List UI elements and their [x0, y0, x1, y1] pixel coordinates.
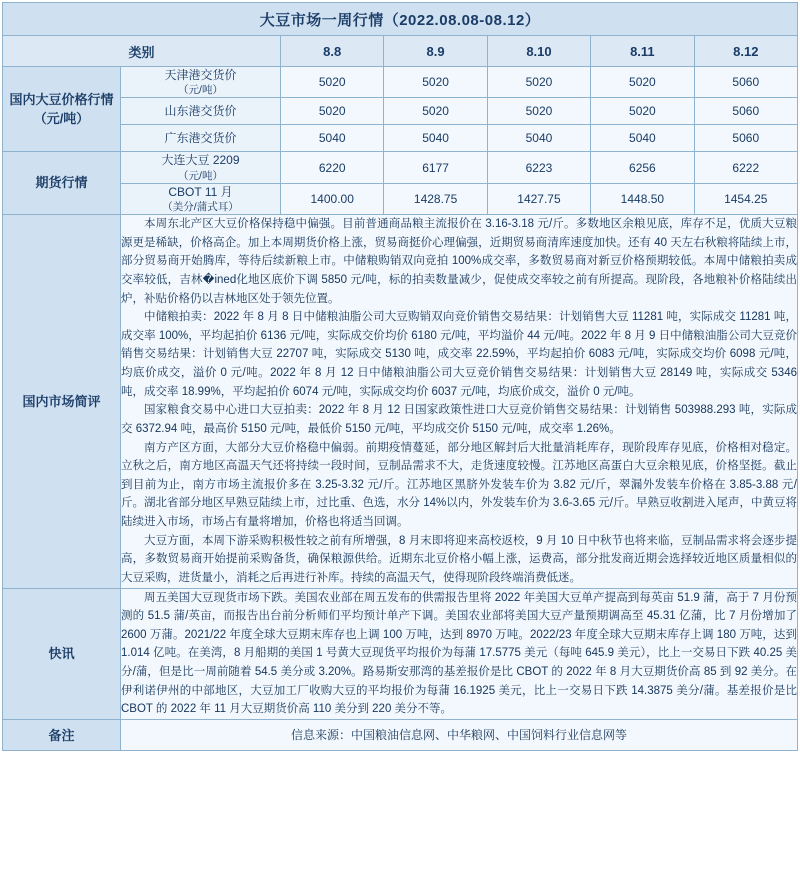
row-label-guangdong: 广东港交货价	[121, 125, 281, 152]
footer-label: 备注	[3, 719, 121, 750]
row-name-tianjin: 天津港交货价	[164, 68, 237, 82]
category-header: 类别	[3, 36, 281, 67]
commentary-paragraph-4: 南方产区方面，大部分大豆价格稳中偏弱。前期疫情蔓延，部分地区解封后大批量消耗库存，现阶段库存见底，价格相对稳定。立秋之后，南方地区高温天气还将持续一段时间，豆制品需求不大，走货速度较慢。江苏地区高蛋白大豆余粮见底，价格坚挺。截止到目前为止，南方市场主流报价多在 3.25-3.32 元/斤。江苏地区黑脐外发装车价为 3.82 元/斤，翠漏外发装车价格在 3.85-3.88 元/斤。湖北省部分地区早熟豆陆续上市，过比重、色选，水分 14%以内，外发装车价为 3.6-3.65 元/斤。早熟豆收割进入尾声，中黄豆将陆续进入市场，市场占有量将增加，价格也将适当回调。	[121, 441, 797, 529]
table-row	[3, 152, 798, 183]
news-row	[3, 588, 798, 719]
date-header-5: 8.12	[694, 36, 797, 67]
table-row	[3, 183, 798, 214]
row-label-shandong: 山东港交货价	[121, 98, 281, 125]
news-label: 快讯	[3, 588, 121, 719]
cell-guangdong-0: 5040	[281, 125, 384, 152]
commentary-row	[3, 215, 798, 589]
commentary-label: 国内市场简评	[3, 215, 121, 589]
table-row	[3, 98, 798, 125]
cell-cbot-1: 1428.75	[384, 183, 487, 214]
date-header-3: 8.10	[487, 36, 590, 67]
cell-shandong-2: 5020	[487, 98, 590, 125]
cell-tianjin-2: 5020	[487, 67, 590, 98]
title-row	[3, 3, 798, 36]
cell-guangdong-3: 5040	[591, 125, 694, 152]
cell-shandong-4: 5060	[694, 98, 797, 125]
cell-dalian-1: 6177	[384, 152, 487, 183]
header-row	[3, 36, 798, 67]
cell-tianjin-4: 5060	[694, 67, 797, 98]
cell-tianjin-3: 5020	[591, 67, 694, 98]
cell-guangdong-2: 5040	[487, 125, 590, 152]
row-label-dalian	[121, 152, 281, 183]
group-label-domestic-prices: 国内大豆价格行情（元/吨）	[3, 67, 121, 152]
news-text: 周五美国大豆现货市场下跌。美国农业部在周五发布的供需报告里将 2022 年美国大豆单产提高到每英亩 51.9 蒲，高于 7 月份预测的 51.5 蒲/英亩，而报告出台前分析师们平均预计单产下调。美国农业部将美国大豆产量预期调高至 45.31 亿蒲，比 7 月份增加了 2600 万蒲。2021/22 年度全球大豆期末库存也上调 100 万吨，达到 8970 万吨。2022/23 年度全球大豆期末库存上调 180 万吨，达到 1.014 亿吨。在美湾，8 月船期的美国 1 号黄大豆现货平均报价为每蒲 17.5775 美元（每吨 645.9 美元），比上一交易日下跌 40.25 美分/蒲，但是比一周前随着 54.5 美分或 3.20%。路易斯安那湾的基差报价是比 CBOT 的 2022 年 8 月大豆期货价高 85 到 92 美分。在伊利诺伊州的中部地区，大豆加工厂收购大豆的平均报价为每蒲 16.1925 美元，比上一交易日下跌 14.3875 美分/蒲。基差报价是比 CBOT 的 2022 年 11 月大豆期货价高 110 美分到 220 美分不等。	[121, 591, 797, 716]
row-unit-tianjin: （元/吨）	[178, 84, 223, 97]
table-row	[3, 125, 798, 152]
group-label-futures: 期货行情	[3, 152, 121, 215]
cell-dalian-2: 6223	[487, 152, 590, 183]
commentary-paragraph-1: 本周东北产区大豆价格保持稳中偏强。目前普通商品粮主流报价在 3.16-3.18 元/斤。多数地区余粮见底，库存不足，优质大豆粮源更是稀缺，价格高企。加上本周期货价格上涨，贸易商挺价心理偏强，近期贸易商清库速度加快。还有 40 天左右秋粮将陆续上市，部分贸易商开始腾库，等待后续新粮上市。中储粮购销双向竞拍 100%成交率，多数贸易商对新豆价格预期较低。本周中储粮拍卖成交率较低，吉林�ined化地区底价下调 5850 元/吨，标的拍卖数量减少，促使成交率较之前有所提高。现阶段，各地粮补价格陆续出炉，补贴价格仍以吉林地区处于领先位置。	[121, 218, 797, 305]
commentary-paragraph-2: 中储粮拍卖：2022 年 8 月 8 日中储粮油脂公司大豆购销双向竞价销售交易结果：计划销售大豆 11281 吨，实际成交 11281 吨，成交率 100%，平均起拍价 6136 元/吨，实际成交价均价 6180 元/吨，平均溢价 44 元/吨。2022 年 8 月 9 日中储粮油脂公司大豆竞价销售交易结果：计划销售大豆 22707 吨，实际成交 5130 吨，成交率 22.59%，平均起拍价 6083 元/吨，实际成交均价 6098 元/吨，均底价成交，溢价 0 元/吨。2022 年 8 月 12 日中储粮油脂公司大豆竞价销售交易结果：计划销售大豆 28149 吨，实际成交 5346 吨，成交率 18.99%，平均起拍价 6074 元/吨，实际成交均价 6037 元/吨，均底价成交，溢价 0 元/吨。	[121, 311, 797, 398]
date-header-1: 8.8	[281, 36, 384, 67]
cell-guangdong-1: 5040	[384, 125, 487, 152]
footer-row	[3, 719, 798, 750]
cell-dalian-0: 6220	[281, 152, 384, 183]
cell-guangdong-4: 5060	[694, 125, 797, 152]
cell-shandong-1: 5020	[384, 98, 487, 125]
row-name-dalian: 大连大豆 2209	[161, 153, 240, 168]
row-unit-dalian: （元/吨）	[178, 169, 223, 182]
table-row	[3, 67, 798, 98]
news-text-container	[121, 588, 798, 719]
cell-tianjin-1: 5020	[384, 67, 487, 98]
cell-cbot-2: 1427.75	[487, 183, 590, 214]
cell-shandong-3: 5020	[591, 98, 694, 125]
commentary-paragraph-5: 大豆方面，本周下游采购积极性较之前有所增强，8 月末即将迎来高校返校，9 月 10 日中秋节也将来临，豆制品需求将会逐步提高，多数贸易商开始提前采购备货，确保粮源供给。近期东北豆价格小幅上涨，运费高，部分批发商近期会选择较近地区质量相似的大豆采购，进货量小，消耗之后再进行补库。持续的高温天气，使得现阶段终端消费低迷。	[121, 534, 797, 584]
cell-cbot-0: 1400.00	[281, 183, 384, 214]
date-header-4: 8.11	[591, 36, 694, 67]
cell-dalian-4: 6222	[694, 152, 797, 183]
cell-cbot-4: 1454.25	[694, 183, 797, 214]
commentary-paragraph-3: 国家粮食交易中心进口大豆拍卖：2022 年 8 月 12 日国家政策性进口大豆竞价销售交易结果：计划销售 503988.293 吨，实际成交 6372.94 吨，最高价 5150 元/吨，最低价 5150 元/吨，平均成交价 5150 元/吨，成交率 1.26%。	[121, 404, 797, 435]
cell-tianjin-0: 5020	[281, 67, 384, 98]
row-label-tianjin	[121, 67, 281, 98]
cell-shandong-0: 5020	[281, 98, 384, 125]
row-name-cbot: CBOT 11 月	[168, 184, 233, 199]
report-table	[2, 2, 798, 751]
row-label-cbot	[121, 183, 281, 214]
date-header-2: 8.9	[384, 36, 487, 67]
cell-dalian-3: 6256	[591, 152, 694, 183]
page-title: 大豆市场一周行情（2022.08.08-08.12）	[3, 3, 798, 36]
cell-cbot-3: 1448.50	[591, 183, 694, 214]
footer-source-text: 信息来源：中国粮油信息网、中华粮网、中国饲料行业信息网等	[121, 719, 798, 750]
row-unit-cbot: （美分/蒲式耳）	[162, 200, 239, 213]
commentary-text	[121, 215, 798, 589]
